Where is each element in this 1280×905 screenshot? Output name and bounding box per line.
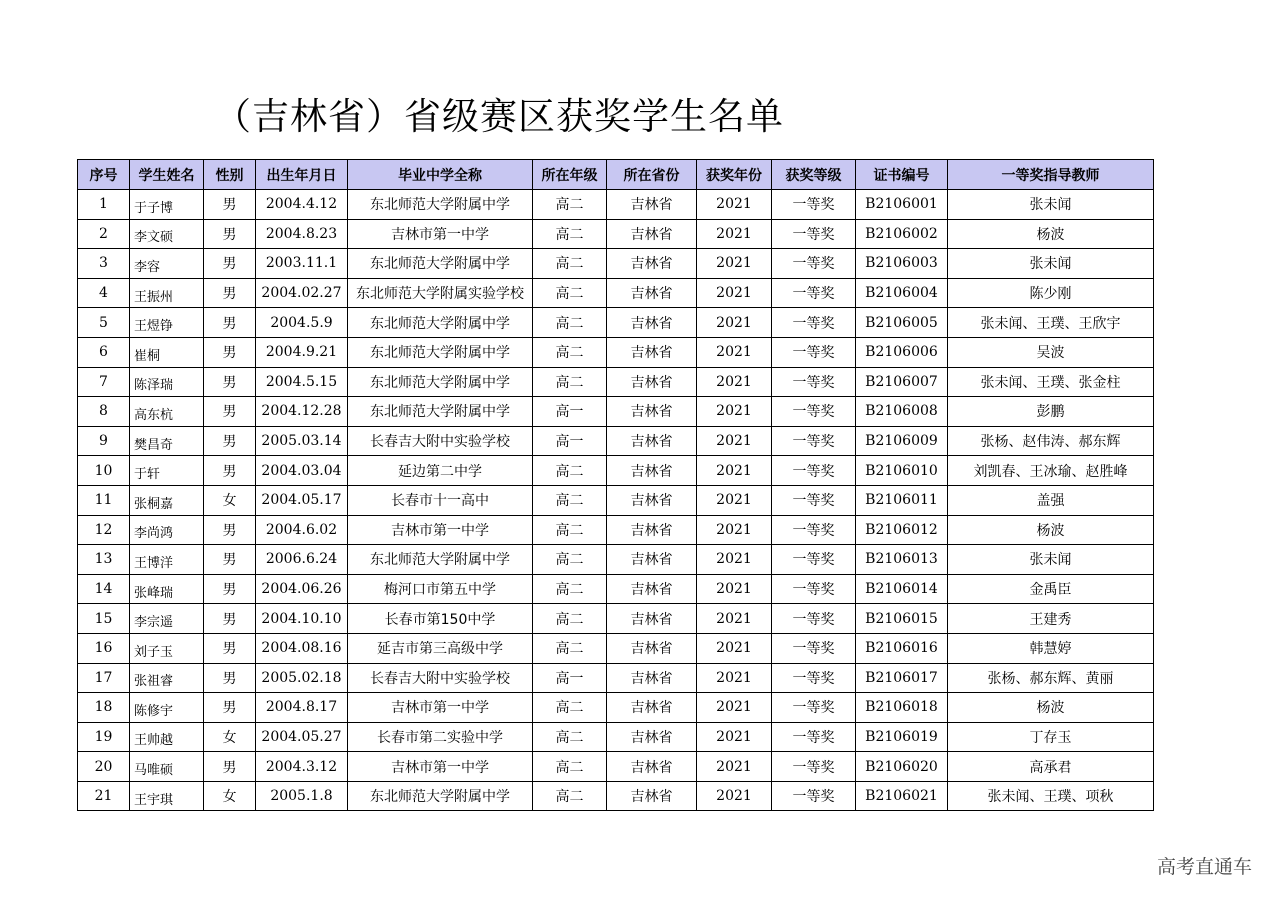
cell-award-year: 2021: [697, 752, 772, 782]
cell-grade: 高二: [533, 752, 607, 782]
cell-birthdate: 2004.08.16: [256, 633, 348, 663]
cell-certificate-no: B2106012: [856, 515, 948, 545]
cell-award-level: 一等奖: [772, 515, 856, 545]
cell-grade: 高一: [533, 663, 607, 693]
cell-award-year: 2021: [697, 367, 772, 397]
cell-gender: 男: [204, 574, 256, 604]
cell-province: 吉林省: [607, 190, 697, 220]
cell-school: 吉林市第一中学: [348, 515, 533, 545]
cell-award-level: 一等奖: [772, 249, 856, 279]
cell-province: 吉林省: [607, 219, 697, 249]
cell-grade: 高二: [533, 485, 607, 515]
watermark-text: 高考直通车: [1156, 856, 1252, 878]
cell-award-level: 一等奖: [772, 367, 856, 397]
cell-province: 吉林省: [607, 249, 697, 279]
cell-student-name: 王帅越: [130, 722, 204, 752]
cell-index: 9: [78, 426, 130, 456]
cell-gender: 男: [204, 426, 256, 456]
cell-advisor: 杨波: [948, 219, 1154, 249]
cell-award-year: 2021: [697, 308, 772, 338]
cell-province: 吉林省: [607, 722, 697, 752]
cell-student-name: 李宗遥: [130, 604, 204, 634]
cell-birthdate: 2006.6.24: [256, 545, 348, 575]
cell-gender: 男: [204, 604, 256, 634]
cell-award-level: 一等奖: [772, 545, 856, 575]
cell-index: 17: [78, 663, 130, 693]
cell-award-level: 一等奖: [772, 278, 856, 308]
cell-birthdate: 2004.6.02: [256, 515, 348, 545]
cell-school: 延边第二中学: [348, 456, 533, 486]
cell-school: 吉林市第一中学: [348, 219, 533, 249]
header-col-certificate-no: 证书编号: [856, 160, 948, 190]
table-row: [78, 693, 1154, 723]
table-row: [78, 722, 1154, 752]
cell-award-year: 2021: [697, 515, 772, 545]
cell-certificate-no: B2106019: [856, 722, 948, 752]
cell-gender: 男: [204, 456, 256, 486]
cell-certificate-no: B2106010: [856, 456, 948, 486]
cell-certificate-no: B2106002: [856, 219, 948, 249]
cell-gender: 男: [204, 367, 256, 397]
cell-school: 长春市第二实验中学: [348, 722, 533, 752]
cell-award-level: 一等奖: [772, 219, 856, 249]
header-col-province: 所在省份: [607, 160, 697, 190]
table-row: [78, 426, 1154, 456]
cell-birthdate: 2004.8.23: [256, 219, 348, 249]
cell-advisor: 张杨、赵伟涛、郝东辉: [948, 426, 1154, 456]
cell-award-year: 2021: [697, 397, 772, 427]
table-row: [78, 515, 1154, 545]
table-row: [78, 367, 1154, 397]
cell-grade: 高二: [533, 633, 607, 663]
table-row: [78, 397, 1154, 427]
cell-advisor: 陈少刚: [948, 278, 1154, 308]
cell-award-year: 2021: [697, 604, 772, 634]
cell-index: 16: [78, 633, 130, 663]
cell-award-year: 2021: [697, 693, 772, 723]
cell-province: 吉林省: [607, 337, 697, 367]
cell-award-level: 一等奖: [772, 337, 856, 367]
table-row: [78, 485, 1154, 515]
cell-school: 东北师范大学附属实验学校: [348, 278, 533, 308]
cell-school: 东北师范大学附属中学: [348, 190, 533, 220]
cell-birthdate: 2005.03.14: [256, 426, 348, 456]
cell-school: 长春市第150中学: [348, 604, 533, 634]
cell-index: 12: [78, 515, 130, 545]
cell-birthdate: 2004.12.28: [256, 397, 348, 427]
cell-school: 东北师范大学附属中学: [348, 397, 533, 427]
cell-index: 4: [78, 278, 130, 308]
cell-certificate-no: B2106004: [856, 278, 948, 308]
cell-birthdate: 2004.03.04: [256, 456, 348, 486]
header-col-award-year: 获奖年份: [697, 160, 772, 190]
table-row: [78, 663, 1154, 693]
cell-student-name: 樊昌奇: [130, 426, 204, 456]
table-row: [78, 604, 1154, 634]
cell-advisor: 王建秀: [948, 604, 1154, 634]
cell-gender: 男: [204, 337, 256, 367]
cell-advisor: 盖强: [948, 485, 1154, 515]
cell-province: 吉林省: [607, 308, 697, 338]
cell-student-name: 于轩: [130, 456, 204, 486]
cell-province: 吉林省: [607, 485, 697, 515]
cell-advisor: 吴波: [948, 337, 1154, 367]
cell-gender: 男: [204, 633, 256, 663]
award-table: [77, 159, 1154, 811]
cell-school: 东北师范大学附属中学: [348, 337, 533, 367]
cell-birthdate: 2004.5.15: [256, 367, 348, 397]
cell-gender: 男: [204, 249, 256, 279]
cell-advisor: 张未闻、王璞、项秋: [948, 781, 1154, 811]
cell-advisor: 彭鹏: [948, 397, 1154, 427]
cell-certificate-no: B2106013: [856, 545, 948, 575]
cell-birthdate: 2004.3.12: [256, 752, 348, 782]
cell-award-level: 一等奖: [772, 190, 856, 220]
cell-advisor: 刘凯春、王冰瑜、赵胜峰: [948, 456, 1154, 486]
cell-award-year: 2021: [697, 337, 772, 367]
cell-award-year: 2021: [697, 722, 772, 752]
cell-gender: 男: [204, 752, 256, 782]
cell-province: 吉林省: [607, 604, 697, 634]
cell-grade: 高二: [533, 190, 607, 220]
cell-birthdate: 2004.05.17: [256, 485, 348, 515]
cell-certificate-no: B2106014: [856, 574, 948, 604]
cell-index: 8: [78, 397, 130, 427]
cell-award-level: 一等奖: [772, 397, 856, 427]
cell-certificate-no: B2106005: [856, 308, 948, 338]
cell-index: 18: [78, 693, 130, 723]
table-row: [78, 249, 1154, 279]
cell-grade: 高二: [533, 693, 607, 723]
cell-student-name: 于子博: [130, 190, 204, 220]
cell-student-name: 刘子玉: [130, 633, 204, 663]
cell-award-year: 2021: [697, 190, 772, 220]
cell-birthdate: 2004.5.9: [256, 308, 348, 338]
cell-student-name: 高东杭: [130, 397, 204, 427]
cell-index: 20: [78, 752, 130, 782]
header-col-gender: 性别: [204, 160, 256, 190]
cell-award-level: 一等奖: [772, 604, 856, 634]
cell-province: 吉林省: [607, 426, 697, 456]
cell-advisor: 金禹臣: [948, 574, 1154, 604]
header-col-advisor: 一等奖指导教师: [948, 160, 1154, 190]
cell-student-name: 马唯硕: [130, 752, 204, 782]
cell-certificate-no: B2106015: [856, 604, 948, 634]
cell-grade: 高二: [533, 308, 607, 338]
table-header: [78, 160, 1154, 190]
cell-province: 吉林省: [607, 545, 697, 575]
table-row: [78, 308, 1154, 338]
cell-school: 延吉市第三高级中学: [348, 633, 533, 663]
cell-province: 吉林省: [607, 456, 697, 486]
cell-advisor: 张杨、郝东辉、黄丽: [948, 663, 1154, 693]
cell-grade: 高二: [533, 337, 607, 367]
table-row: [78, 781, 1154, 811]
cell-index: 1: [78, 190, 130, 220]
cell-certificate-no: B2106016: [856, 633, 948, 663]
cell-province: 吉林省: [607, 693, 697, 723]
cell-birthdate: 2004.8.17: [256, 693, 348, 723]
table-row: [78, 190, 1154, 220]
cell-award-level: 一等奖: [772, 693, 856, 723]
cell-advisor: 张未闻、王璞、张金柱: [948, 367, 1154, 397]
table-row: [78, 219, 1154, 249]
cell-index: 11: [78, 485, 130, 515]
cell-student-name: 王博洋: [130, 545, 204, 575]
cell-award-year: 2021: [697, 781, 772, 811]
cell-birthdate: 2004.9.21: [256, 337, 348, 367]
cell-grade: 高二: [533, 722, 607, 752]
cell-certificate-no: B2106008: [856, 397, 948, 427]
cell-index: 3: [78, 249, 130, 279]
cell-student-name: 王煜铮: [130, 308, 204, 338]
cell-award-year: 2021: [697, 426, 772, 456]
cell-gender: 女: [204, 781, 256, 811]
cell-index: 10: [78, 456, 130, 486]
cell-award-level: 一等奖: [772, 308, 856, 338]
cell-school: 吉林市第一中学: [348, 752, 533, 782]
cell-gender: 男: [204, 219, 256, 249]
cell-award-year: 2021: [697, 663, 772, 693]
cell-grade: 高二: [533, 604, 607, 634]
cell-award-level: 一等奖: [772, 722, 856, 752]
cell-grade: 高二: [533, 545, 607, 575]
cell-award-level: 一等奖: [772, 485, 856, 515]
cell-gender: 男: [204, 308, 256, 338]
cell-province: 吉林省: [607, 367, 697, 397]
cell-award-level: 一等奖: [772, 574, 856, 604]
cell-gender: 男: [204, 278, 256, 308]
cell-award-year: 2021: [697, 278, 772, 308]
header-col-school: 毕业中学全称: [348, 160, 533, 190]
cell-grade: 高一: [533, 426, 607, 456]
cell-province: 吉林省: [607, 515, 697, 545]
cell-index: 19: [78, 722, 130, 752]
cell-advisor: 张未闻: [948, 249, 1154, 279]
cell-student-name: 张峰瑞: [130, 574, 204, 604]
cell-school: 东北师范大学附属中学: [348, 545, 533, 575]
cell-index: 7: [78, 367, 130, 397]
cell-advisor: 杨波: [948, 693, 1154, 723]
cell-gender: 女: [204, 722, 256, 752]
cell-award-year: 2021: [697, 574, 772, 604]
cell-grade: 高二: [533, 367, 607, 397]
page-title: （吉林省）省级赛区获奖学生名单: [214, 95, 784, 138]
cell-school: 梅河口市第五中学: [348, 574, 533, 604]
cell-certificate-no: B2106006: [856, 337, 948, 367]
table-row: [78, 752, 1154, 782]
cell-grade: 高二: [533, 781, 607, 811]
table-row: [78, 545, 1154, 575]
cell-province: 吉林省: [607, 278, 697, 308]
cell-gender: 男: [204, 693, 256, 723]
cell-award-year: 2021: [697, 219, 772, 249]
cell-certificate-no: B2106021: [856, 781, 948, 811]
cell-gender: 男: [204, 515, 256, 545]
cell-index: 14: [78, 574, 130, 604]
cell-school: 东北师范大学附属中学: [348, 781, 533, 811]
cell-gender: 男: [204, 190, 256, 220]
cell-certificate-no: B2106003: [856, 249, 948, 279]
cell-birthdate: 2003.11.1: [256, 249, 348, 279]
cell-grade: 高二: [533, 249, 607, 279]
cell-award-level: 一等奖: [772, 426, 856, 456]
cell-certificate-no: B2106009: [856, 426, 948, 456]
cell-student-name: 李容: [130, 249, 204, 279]
cell-index: 13: [78, 545, 130, 575]
cell-student-name: 张桐嘉: [130, 485, 204, 515]
cell-school: 长春吉大附中实验学校: [348, 426, 533, 456]
cell-grade: 高二: [533, 219, 607, 249]
cell-index: 5: [78, 308, 130, 338]
cell-birthdate: 2004.05.27: [256, 722, 348, 752]
cell-gender: 女: [204, 485, 256, 515]
table-row: [78, 337, 1154, 367]
cell-birthdate: 2004.4.12: [256, 190, 348, 220]
cell-gender: 男: [204, 545, 256, 575]
cell-school: 长春吉大附中实验学校: [348, 663, 533, 693]
cell-province: 吉林省: [607, 397, 697, 427]
header-row: [78, 160, 1154, 190]
header-col-index: 序号: [78, 160, 130, 190]
cell-student-name: 李尚鸿: [130, 515, 204, 545]
cell-school: 长春市十一高中: [348, 485, 533, 515]
cell-grade: 高一: [533, 397, 607, 427]
cell-index: 21: [78, 781, 130, 811]
cell-student-name: 李文硕: [130, 219, 204, 249]
cell-award-level: 一等奖: [772, 663, 856, 693]
cell-province: 吉林省: [607, 633, 697, 663]
header-col-student-name: 学生姓名: [130, 160, 204, 190]
table-row: [78, 278, 1154, 308]
cell-student-name: 陈修宇: [130, 693, 204, 723]
cell-advisor: 丁存玉: [948, 722, 1154, 752]
cell-index: 15: [78, 604, 130, 634]
cell-province: 吉林省: [607, 781, 697, 811]
cell-school: 东北师范大学附属中学: [348, 308, 533, 338]
cell-birthdate: 2004.10.10: [256, 604, 348, 634]
header-col-grade: 所在年级: [533, 160, 607, 190]
cell-award-level: 一等奖: [772, 633, 856, 663]
cell-award-year: 2021: [697, 545, 772, 575]
cell-school: 东北师范大学附属中学: [348, 249, 533, 279]
cell-certificate-no: B2106020: [856, 752, 948, 782]
cell-student-name: 张祖睿: [130, 663, 204, 693]
cell-birthdate: 2005.1.8: [256, 781, 348, 811]
cell-award-level: 一等奖: [772, 456, 856, 486]
cell-advisor: 张未闻: [948, 545, 1154, 575]
cell-school: 东北师范大学附属中学: [348, 367, 533, 397]
cell-birthdate: 2004.02.27: [256, 278, 348, 308]
cell-award-year: 2021: [697, 456, 772, 486]
cell-certificate-no: B2106007: [856, 367, 948, 397]
cell-province: 吉林省: [607, 752, 697, 782]
cell-index: 6: [78, 337, 130, 367]
cell-student-name: 崔桐: [130, 337, 204, 367]
cell-award-level: 一等奖: [772, 752, 856, 782]
table-row: [78, 633, 1154, 663]
cell-advisor: 杨波: [948, 515, 1154, 545]
cell-certificate-no: B2106018: [856, 693, 948, 723]
cell-advisor: 韩慧婷: [948, 633, 1154, 663]
table-body: [78, 190, 1154, 811]
cell-certificate-no: B2106001: [856, 190, 948, 220]
cell-index: 2: [78, 219, 130, 249]
cell-province: 吉林省: [607, 663, 697, 693]
cell-birthdate: 2005.02.18: [256, 663, 348, 693]
cell-certificate-no: B2106017: [856, 663, 948, 693]
cell-grade: 高二: [533, 515, 607, 545]
cell-award-year: 2021: [697, 249, 772, 279]
cell-birthdate: 2004.06.26: [256, 574, 348, 604]
cell-school: 吉林市第一中学: [348, 693, 533, 723]
cell-award-year: 2021: [697, 633, 772, 663]
cell-advisor: 张未闻: [948, 190, 1154, 220]
cell-province: 吉林省: [607, 574, 697, 604]
cell-student-name: 王振州: [130, 278, 204, 308]
cell-advisor: 高承君: [948, 752, 1154, 782]
header-col-birthdate: 出生年月日: [256, 160, 348, 190]
cell-gender: 男: [204, 663, 256, 693]
cell-student-name: 王宇琪: [130, 781, 204, 811]
cell-student-name: 陈泽瑞: [130, 367, 204, 397]
cell-gender: 男: [204, 397, 256, 427]
cell-certificate-no: B2106011: [856, 485, 948, 515]
cell-grade: 高二: [533, 574, 607, 604]
table-row: [78, 574, 1154, 604]
cell-grade: 高二: [533, 456, 607, 486]
cell-award-year: 2021: [697, 485, 772, 515]
header-col-award-level: 获奖等级: [772, 160, 856, 190]
cell-award-level: 一等奖: [772, 781, 856, 811]
table-row: [78, 456, 1154, 486]
cell-grade: 高二: [533, 278, 607, 308]
cell-advisor: 张未闻、王璞、王欣宇: [948, 308, 1154, 338]
